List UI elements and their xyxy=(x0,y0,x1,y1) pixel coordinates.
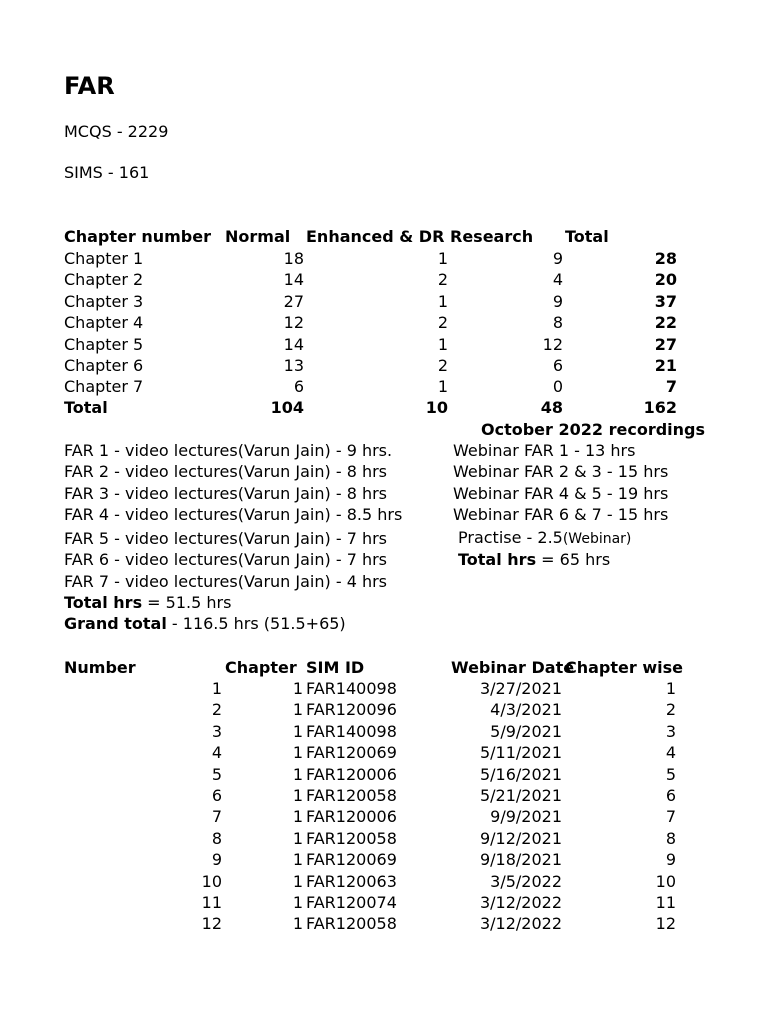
sim-date-cell: 9/12/2021 xyxy=(479,829,562,848)
sim-chapter-cell: 1 xyxy=(292,765,303,784)
sim-chapter-wise-cell: 5 xyxy=(665,765,676,784)
sim-chapter-cell: 1 xyxy=(292,722,303,741)
col-header-number: Number xyxy=(64,658,136,677)
normal-cell: 6 xyxy=(293,377,304,396)
sim-number-cell: 3 xyxy=(211,722,222,741)
sim-chapter-cell: 1 xyxy=(292,872,303,891)
enhanced-cell: 1 xyxy=(437,335,448,354)
total-row-label: Total xyxy=(64,398,108,417)
video-lecture-item: FAR 6 - video lectures(Varun Jain) - 7 hrs xyxy=(64,550,388,569)
practise-text: Practise - 2.5 xyxy=(458,528,563,547)
page-title: FAR xyxy=(64,72,115,100)
sim-id-cell: FAR120058 xyxy=(306,829,397,848)
sim-chapter-wise-cell: 12 xyxy=(655,914,676,933)
research-cell: 9 xyxy=(552,249,563,268)
video-lecture-item: FAR 2 - video lectures(Varun Jain) - 8 hrs xyxy=(64,462,388,481)
sim-chapter-cell: 1 xyxy=(292,743,303,762)
sim-number-cell: 12 xyxy=(201,914,222,933)
recordings-heading: October 2022 recordings xyxy=(481,420,706,439)
sim-number-cell: 6 xyxy=(211,786,222,805)
normal-cell: 14 xyxy=(283,270,304,289)
sim-chapter-wise-cell: 2 xyxy=(665,700,676,719)
sim-chapter-wise-cell: 9 xyxy=(665,850,676,869)
col-header-webinar-date: Webinar Date xyxy=(451,658,575,677)
sim-number-cell: 9 xyxy=(211,850,222,869)
sim-date-cell: 3/12/2022 xyxy=(479,893,562,912)
chapter-row-label: Chapter 1 xyxy=(64,249,144,268)
video-lecture-item: FAR 1 - video lectures(Varun Jain) - 9 hrs. xyxy=(64,441,393,460)
sim-number-cell: 11 xyxy=(201,893,222,912)
normal-cell: 12 xyxy=(283,313,304,332)
enhanced-cell: 2 xyxy=(437,313,448,332)
video-lecture-item: FAR 3 - video lectures(Varun Jain) - 8 hrs xyxy=(64,484,388,503)
sim-date-cell: 5/11/2021 xyxy=(479,743,562,762)
col-header-chapter-number: Chapter number xyxy=(64,227,211,246)
chapter-row-label: Chapter 2 xyxy=(64,270,144,289)
col-header-total: Total xyxy=(565,227,609,246)
normal-cell: 18 xyxy=(283,249,304,268)
total-hrs-line xyxy=(64,593,231,613)
sim-number-cell: 1 xyxy=(211,679,222,698)
mcqs-count: MCQS - 2229 xyxy=(64,122,169,141)
webinar-total-line xyxy=(458,550,610,570)
sim-chapter-cell: 1 xyxy=(292,700,303,719)
sim-id-cell: FAR120074 xyxy=(306,893,397,912)
total-research: 48 xyxy=(540,398,563,417)
sim-date-cell: 9/9/2021 xyxy=(490,807,562,826)
research-cell: 8 xyxy=(552,313,563,332)
sim-chapter-wise-cell: 8 xyxy=(665,829,676,848)
total-hrs-label: Total hrs xyxy=(64,593,143,612)
col-header-research: Research xyxy=(450,227,534,246)
sim-date-cell: 3/5/2022 xyxy=(490,872,562,891)
total-cell: 20 xyxy=(654,270,677,289)
enhanced-cell: 1 xyxy=(437,292,448,311)
total-cell: 27 xyxy=(654,335,677,354)
chapter-row-label: Chapter 5 xyxy=(64,335,144,354)
enhanced-cell: 1 xyxy=(437,377,448,396)
sim-chapter-cell: 1 xyxy=(292,850,303,869)
normal-cell: 13 xyxy=(283,356,304,375)
total-cell: 21 xyxy=(654,356,677,375)
normal-cell: 27 xyxy=(283,292,304,311)
sim-date-cell: 4/3/2021 xyxy=(490,700,562,719)
col-header-enhanced: Enhanced & DR xyxy=(306,227,445,246)
webinar-total-value: = 65 hrs xyxy=(536,550,611,569)
sim-id-cell: FAR120006 xyxy=(306,765,397,784)
research-cell: 12 xyxy=(542,335,563,354)
sim-date-cell: 3/12/2022 xyxy=(479,914,562,933)
sim-chapter-wise-cell: 4 xyxy=(665,743,676,762)
sim-id-cell: FAR120069 xyxy=(306,743,397,762)
sim-chapter-wise-cell: 11 xyxy=(655,893,676,912)
sim-chapter-cell: 1 xyxy=(292,807,303,826)
webinar-item: Webinar FAR 6 & 7 - 15 hrs xyxy=(453,505,669,524)
enhanced-cell: 2 xyxy=(437,270,448,289)
total-hrs-value: = 51.5 hrs xyxy=(142,593,232,612)
col-header-sim-id: SIM ID xyxy=(306,658,365,677)
sim-chapter-wise-cell: 10 xyxy=(655,872,676,891)
sim-number-cell: 10 xyxy=(201,872,222,891)
total-cell: 28 xyxy=(654,249,677,268)
sim-id-cell: FAR120069 xyxy=(306,850,397,869)
sim-chapter-cell: 1 xyxy=(292,786,303,805)
sim-id-cell: FAR140098 xyxy=(306,722,397,741)
sim-date-cell: 5/16/2021 xyxy=(479,765,562,784)
sim-id-cell: FAR120006 xyxy=(306,807,397,826)
sims-count: SIMS - 161 xyxy=(64,163,150,182)
total-enhanced: 10 xyxy=(425,398,448,417)
research-cell: 4 xyxy=(552,270,563,289)
col-header-chapter-wise: Chapter wise xyxy=(565,658,683,677)
enhanced-cell: 2 xyxy=(437,356,448,375)
sim-chapter-wise-cell: 6 xyxy=(665,786,676,805)
sim-chapter-wise-cell: 3 xyxy=(665,722,676,741)
sim-chapter-wise-cell: 7 xyxy=(665,807,676,826)
webinar-total-label: Total hrs xyxy=(458,550,537,569)
sim-number-cell: 7 xyxy=(211,807,222,826)
sim-number-cell: 2 xyxy=(211,700,222,719)
total-cell: 37 xyxy=(654,292,677,311)
sim-chapter-cell: 1 xyxy=(292,914,303,933)
chapter-row-label: Chapter 4 xyxy=(64,313,144,332)
video-lecture-item: FAR 5 - video lectures(Varun Jain) - 7 hrs xyxy=(64,529,388,548)
total-cell: 7 xyxy=(665,377,677,396)
research-cell: 6 xyxy=(552,356,563,375)
webinar-item: Webinar FAR 2 & 3 - 15 hrs xyxy=(453,462,669,481)
total-normal: 104 xyxy=(270,398,304,417)
chapter-row-label: Chapter 7 xyxy=(64,377,144,396)
sim-chapter-cell: 1 xyxy=(292,679,303,698)
webinar-item: Webinar FAR 1 - 13 hrs xyxy=(453,441,636,460)
sim-chapter-cell: 1 xyxy=(292,829,303,848)
sim-date-cell: 5/9/2021 xyxy=(490,722,562,741)
total-total: 162 xyxy=(643,398,677,417)
chapter-row-label: Chapter 6 xyxy=(64,356,144,375)
grand-total-line xyxy=(64,614,346,634)
sim-number-cell: 8 xyxy=(211,829,222,848)
webinar-item: Webinar FAR 4 & 5 - 19 hrs xyxy=(453,484,669,503)
enhanced-cell: 1 xyxy=(437,249,448,268)
sim-id-cell: FAR120096 xyxy=(306,700,397,719)
sim-id-cell: FAR120058 xyxy=(306,786,397,805)
research-cell: 9 xyxy=(552,292,563,311)
video-lecture-item: FAR 4 - video lectures(Varun Jain) - 8.5 hrs xyxy=(64,505,403,524)
normal-cell: 14 xyxy=(283,335,304,354)
sim-id-cell: FAR140098 xyxy=(306,679,397,698)
sim-id-cell: FAR120063 xyxy=(306,872,397,891)
sim-number-cell: 4 xyxy=(211,743,222,762)
sim-date-cell: 5/21/2021 xyxy=(479,786,562,805)
research-cell: 0 xyxy=(552,377,563,396)
chapter-row-label: Chapter 3 xyxy=(64,292,144,311)
sim-date-cell: 9/18/2021 xyxy=(479,850,562,869)
sim-id-cell: FAR120058 xyxy=(306,914,397,933)
grand-total-label: Grand total xyxy=(64,614,167,633)
sim-number-cell: 5 xyxy=(211,765,222,784)
practise-suffix: (Webinar) xyxy=(562,531,632,547)
col-header-chapter: Chapter xyxy=(225,658,297,677)
video-lecture-item: FAR 7 - video lectures(Varun Jain) - 4 hrs xyxy=(64,572,388,591)
practise-line xyxy=(458,528,631,549)
sim-chapter-wise-cell: 1 xyxy=(665,679,676,698)
grand-total-value: - 116.5 hrs (51.5+65) xyxy=(166,614,346,633)
col-header-normal: Normal xyxy=(225,227,291,246)
sim-chapter-cell: 1 xyxy=(292,893,303,912)
total-cell: 22 xyxy=(654,313,677,332)
sim-date-cell: 3/27/2021 xyxy=(479,679,562,698)
